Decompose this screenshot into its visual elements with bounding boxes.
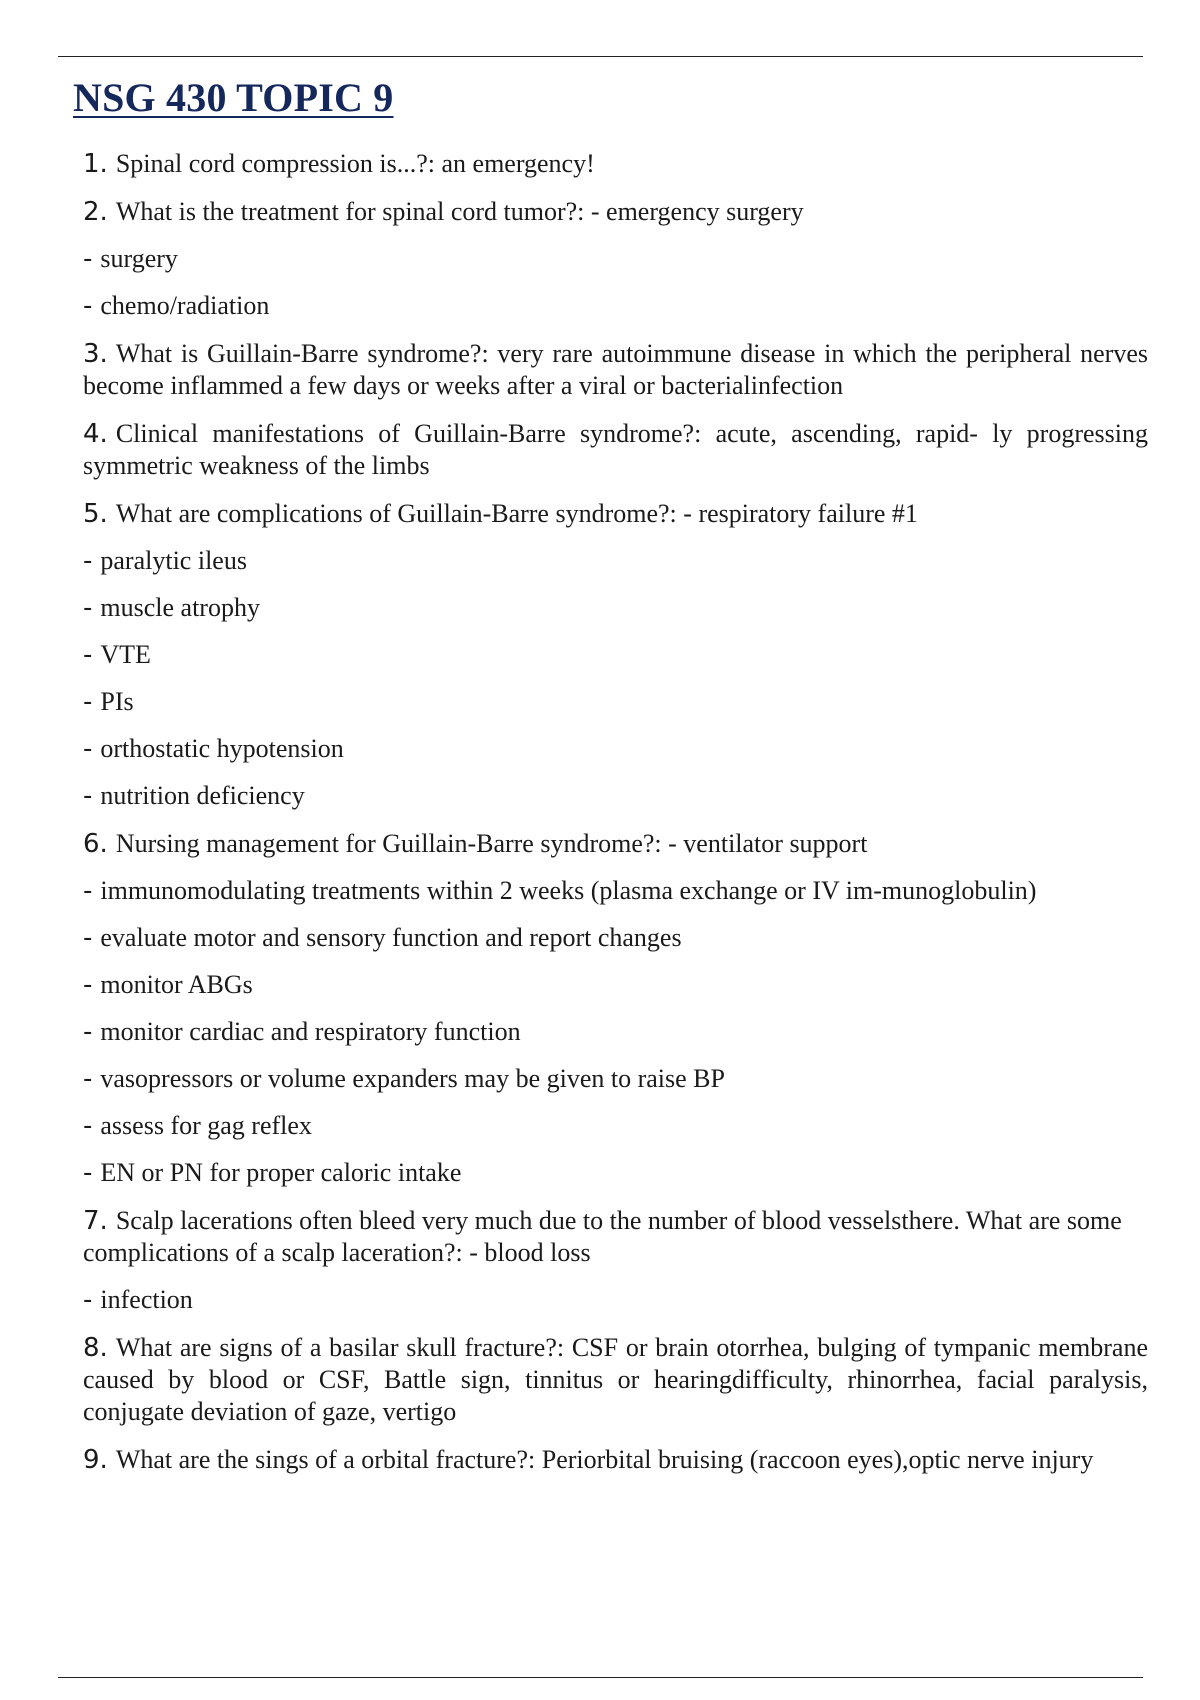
question-number: 6. bbox=[83, 829, 108, 859]
question-number: 4. bbox=[83, 419, 108, 449]
question-number: 5. bbox=[83, 499, 108, 529]
question-5 bbox=[83, 498, 1148, 530]
list-item: - muscle atrophy bbox=[83, 593, 260, 623]
list-item-text: monitor cardiac and respiratory function bbox=[100, 1017, 521, 1046]
question-number: 2. bbox=[83, 197, 108, 227]
list-item: - vasopressors or volume expanders may be given to raise BP bbox=[83, 1064, 725, 1094]
question-9 bbox=[83, 1444, 1148, 1476]
list-item: - orthostatic hypotension bbox=[83, 734, 344, 764]
list-item: - monitor cardiac and respiratory function bbox=[83, 1017, 521, 1047]
list-item-text: paralytic ileus bbox=[100, 546, 247, 575]
list-item: - EN or PN for proper caloric intake bbox=[83, 1158, 462, 1188]
question-6 bbox=[83, 828, 1148, 860]
question-text: What are signs of a basilar skull fracture?: CSF or brain otorrhea, bulging of tympanic membrane caused by blood or CSF, Battle sign, tinnitus or hearingdifficulty, rhinorrhea, facial paralysis, conjugate deviation of gaze, vertigo bbox=[83, 1333, 1148, 1426]
page-title: NSG 430 TOPIC 9 bbox=[73, 75, 394, 120]
list-item-text: evaluate motor and sensory function and report changes bbox=[100, 923, 682, 952]
list-item-text: muscle atrophy bbox=[100, 593, 260, 622]
list-item: - PIs bbox=[83, 687, 134, 717]
list-item-text: PIs bbox=[100, 687, 134, 716]
list-item-text: assess for gag reflex bbox=[100, 1111, 312, 1140]
question-text: Nursing management for Guillain-Barre syndrome?: - ventilator support bbox=[115, 829, 868, 858]
list-item-text: orthostatic hypotension bbox=[100, 734, 344, 763]
question-number: 7. bbox=[83, 1206, 108, 1236]
question-4 bbox=[83, 418, 1148, 482]
bottom-rule bbox=[58, 1677, 1143, 1678]
list-item: - nutrition deficiency bbox=[83, 781, 305, 811]
list-item: - monitor ABGs bbox=[83, 970, 253, 1000]
question-text: What is Guillain-Barre syndrome?: very rare autoimmune disease in which the peripheral nerves become inflammed a few days or weeks after a viral or bacterialinfection bbox=[83, 339, 1148, 400]
list-item: - chemo/radiation bbox=[83, 291, 270, 321]
question-number: 3. bbox=[83, 339, 108, 369]
question-text: What are the sings of a orbital fracture?: Periorbital bruising (raccoon eyes),optic nerve injury bbox=[115, 1445, 1094, 1474]
list-item: - paralytic ileus bbox=[83, 546, 247, 576]
question-number: 1. bbox=[83, 149, 108, 179]
list-item-text: immunomodulating treatments within 2 weeks (plasma exchange or IV im-munoglobulin) bbox=[100, 876, 1037, 905]
question-text: Clinical manifestations of Guillain-Barre syndrome?: acute, ascending, rapid- ly progressing symmetric weakness of the limbs bbox=[83, 419, 1148, 480]
document-body bbox=[83, 148, 1148, 1476]
question-text: What is the treatment for spinal cord tumor?: - emergency surgery bbox=[115, 197, 804, 226]
question-text: Spinal cord compression is...?: an emergency! bbox=[115, 149, 595, 178]
question-text: What are complications of Guillain-Barre syndrome?: - respiratory failure #1 bbox=[115, 499, 918, 528]
question-2 bbox=[83, 196, 1148, 228]
list-item-text: infection bbox=[100, 1285, 193, 1314]
question-1 bbox=[83, 148, 1148, 180]
list-item: - VTE bbox=[83, 640, 151, 670]
question-number: 8. bbox=[83, 1333, 108, 1363]
list-item: - evaluate motor and sensory function and report changes bbox=[83, 923, 682, 953]
list-item: - surgery bbox=[83, 244, 178, 274]
list-item-text: vasopressors or volume expanders may be given to raise BP bbox=[100, 1064, 725, 1093]
question-number: 9. bbox=[83, 1445, 108, 1475]
question-7 bbox=[83, 1205, 1148, 1269]
list-item: - assess for gag reflex bbox=[83, 1111, 312, 1141]
list-item: - immunomodulating treatments within 2 weeks (plasma exchange or IV im-munoglobulin) bbox=[83, 876, 1037, 906]
list-item: - infection bbox=[83, 1285, 193, 1315]
question-3 bbox=[83, 338, 1148, 402]
list-item-text: monitor ABGs bbox=[100, 970, 253, 999]
list-item-text: surgery bbox=[100, 244, 178, 273]
top-rule bbox=[58, 56, 1143, 57]
list-item-text: VTE bbox=[100, 640, 151, 669]
list-item-text: nutrition deficiency bbox=[100, 781, 305, 810]
question-8 bbox=[83, 1332, 1148, 1428]
list-item-text: EN or PN for proper caloric intake bbox=[100, 1158, 462, 1187]
question-text: Scalp lacerations often bleed very much due to the number of blood vesselsthere. What are some complications of a scalp laceration?: - blood loss bbox=[83, 1206, 1122, 1267]
list-item-text: chemo/radiation bbox=[100, 291, 270, 320]
